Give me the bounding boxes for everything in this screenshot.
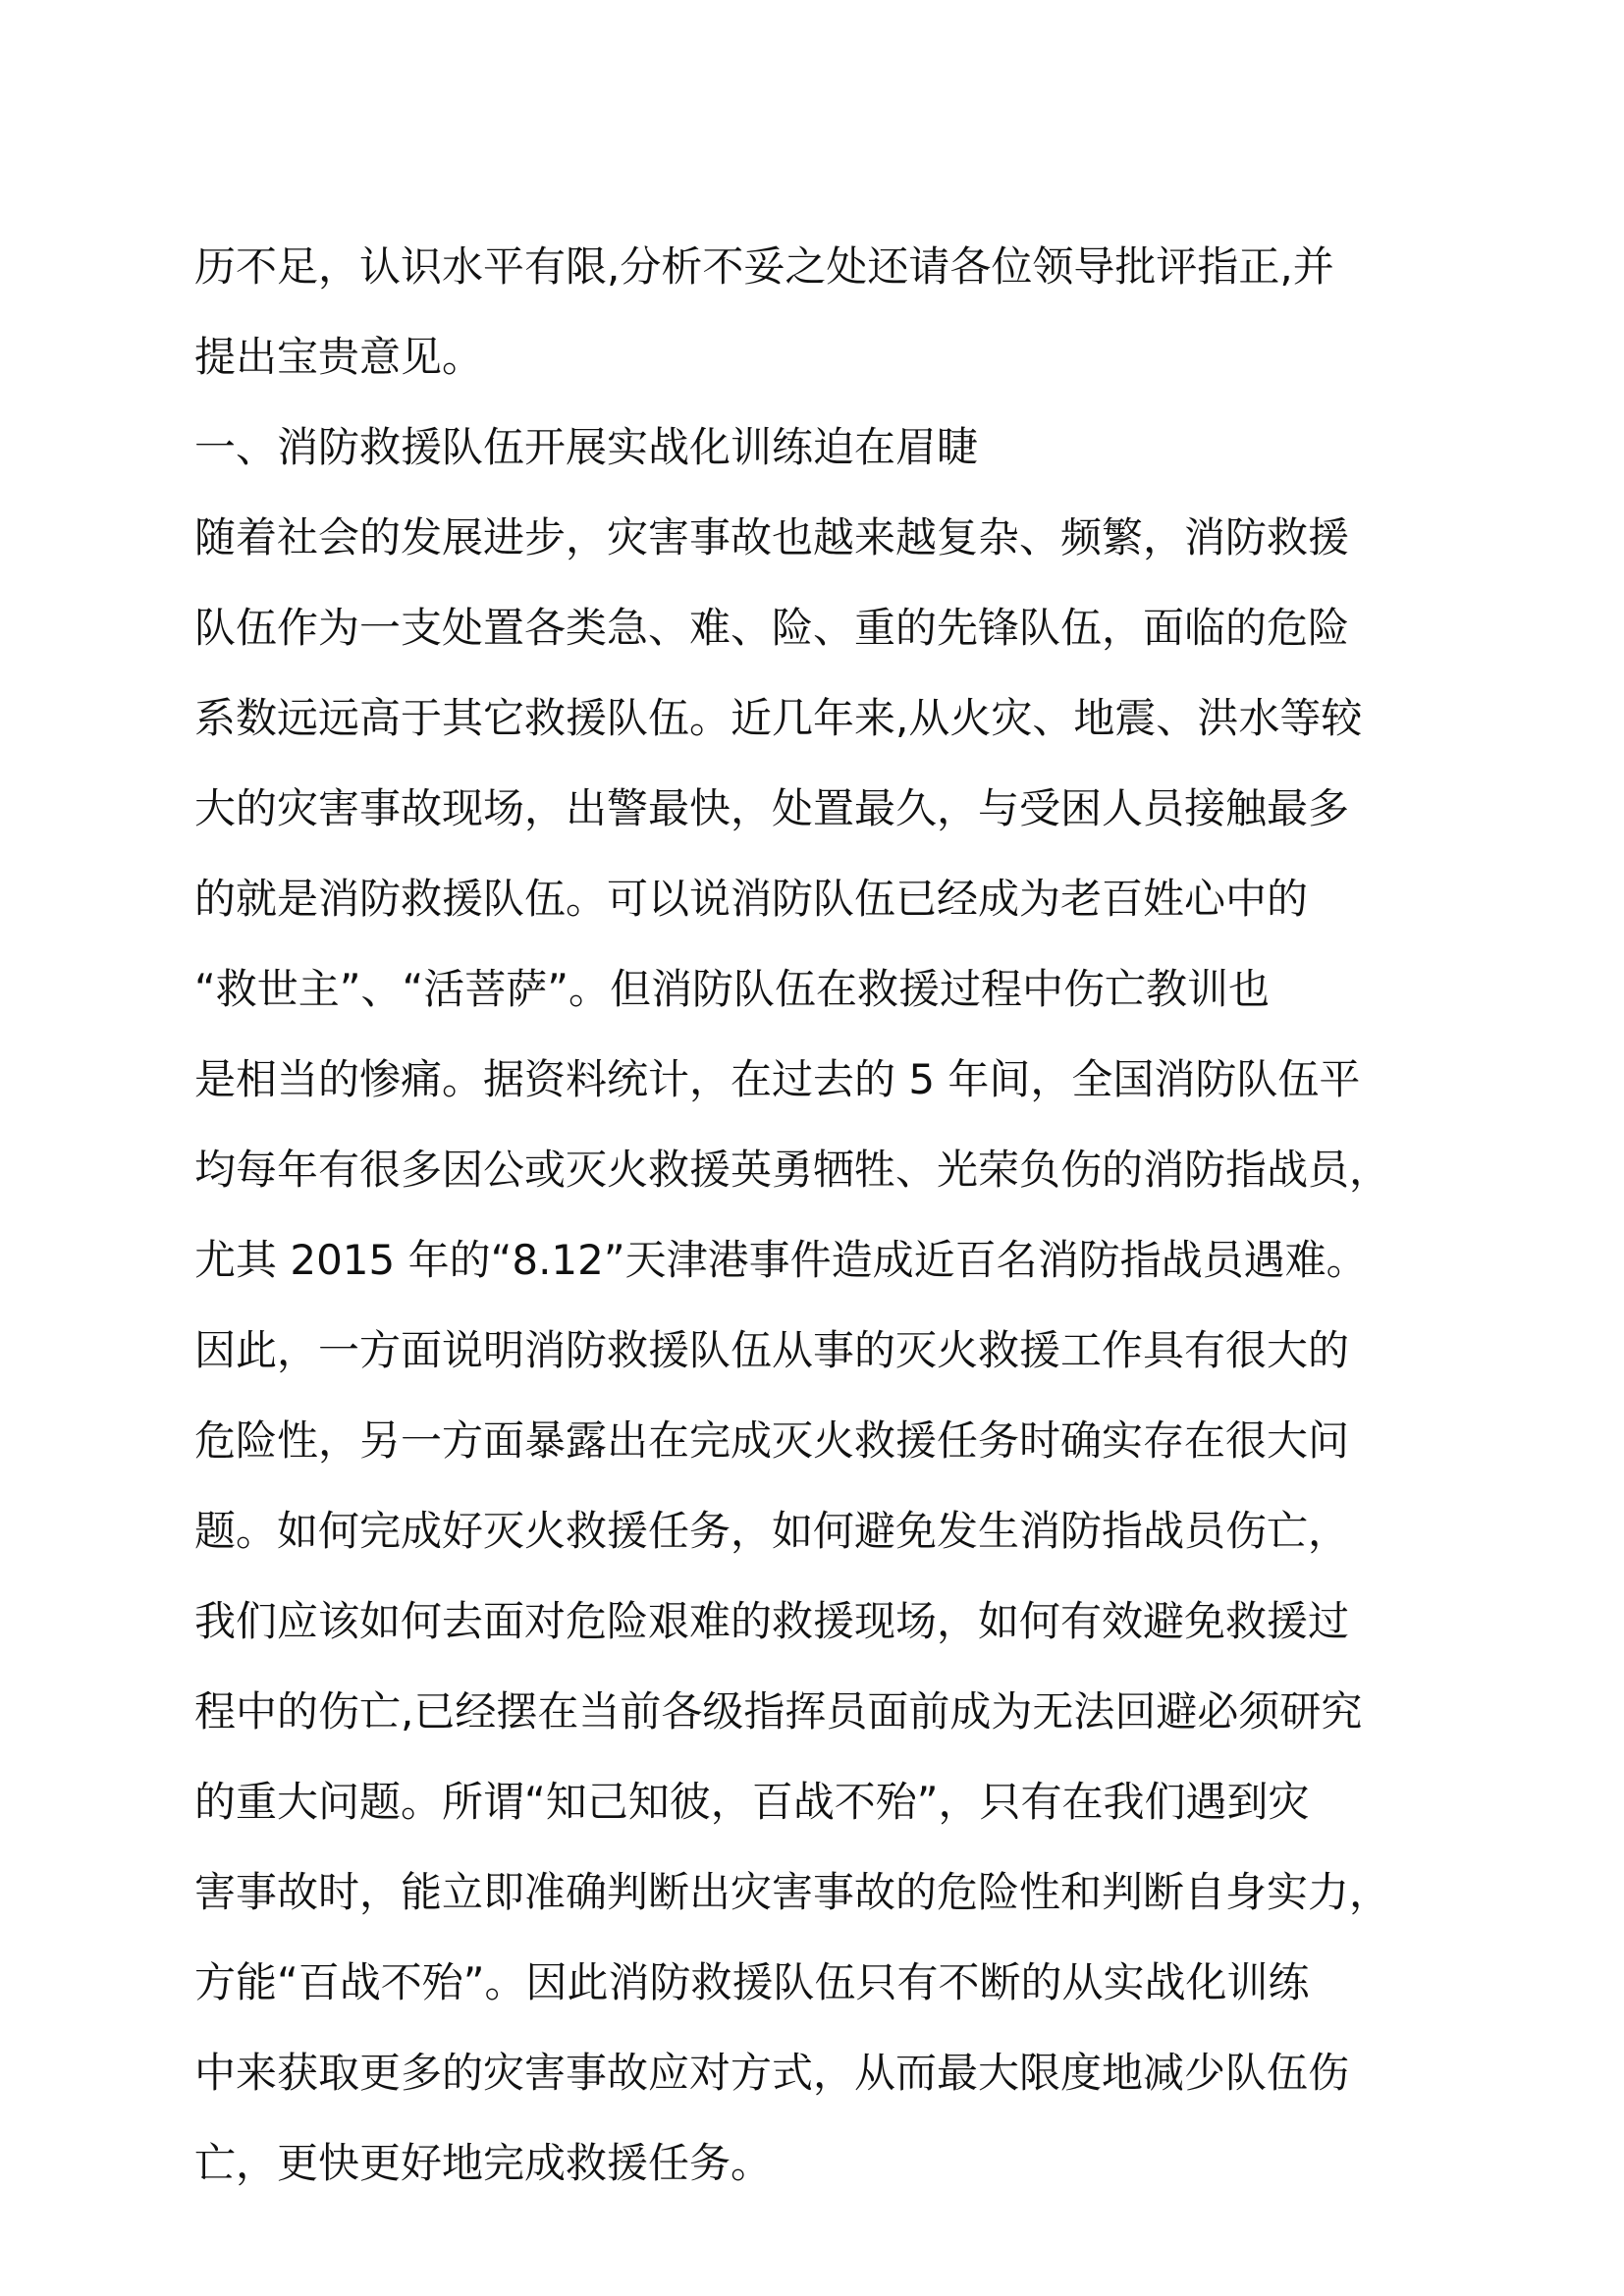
- text-line: 随着社会的发展进步，灾害事故也越来越复杂、频繁，消防救援: [194, 513, 1350, 561]
- text-line: 的重大问题。所谓“知己知彼，百战不殆”，只有在我们遇到灾: [194, 1778, 1310, 1826]
- text-line: 均每年有很多因公或灭火救援英勇牺牲、光荣负伤的消防指战员，: [194, 1146, 1391, 1194]
- text-line: 题。如何完成好灭火救援任务，如何避免发生消防指战员伤亡，: [194, 1507, 1350, 1555]
- text-line: 害事故时，能立即准确判断出灾害事故的危险性和判断自身实力，: [194, 1868, 1391, 1916]
- text-line: 的就是消防救援队伍。可以说消防队伍已经成为老百姓心中的: [194, 875, 1309, 923]
- text-line: 因此，一方面说明消防救援队伍从事的灭火救援工作具有很大的: [194, 1326, 1350, 1374]
- text-line: 提出宝贵意见。: [194, 333, 484, 381]
- text-line: 大的灾害事故现场，出警最快，处置最久，与受困人员接触最多: [194, 784, 1350, 832]
- text-line: 中来获取更多的灾害事故应对方式，从而最大限度地减少队伍伤: [194, 2049, 1350, 2097]
- text-line: 系数远远高于其它救援队伍。近几年来,从火灾、地震、洪水等较: [194, 694, 1363, 742]
- text-line: “救世主”、“活菩萨”。但消防队伍在救援过程中伤亡教训也: [194, 965, 1271, 1013]
- text-line: 程中的伤亡,已经摆在当前各级指挥员面前成为无法回避必须研究: [194, 1687, 1363, 1735]
- text-line: 危险性，另一方面暴露出在完成灭火救援任务时确实存在很大问: [194, 1416, 1350, 1465]
- text-line: 队伍作为一支处置各类急、难、险、重的先锋队伍，面临的危险: [194, 604, 1350, 652]
- section-heading: 一、消防救援队伍开展实战化训练迫在眉睫: [194, 423, 979, 471]
- text-line: 历不足，认识水平有限,分析不妥之处还请各位领导批评指正,并: [194, 242, 1334, 291]
- text-line: 亡，更快更好地完成救援任务。: [194, 2139, 773, 2187]
- body-text: [194, 222, 1461, 2209]
- text-line: 我们应该如何去面对危险艰难的救援现场，如何有效避免救援过: [194, 1597, 1350, 1645]
- text-line: 方能“百战不殆”。因此消防救援队伍只有不断的从实战化训练: [194, 1958, 1310, 2006]
- text-line: 是相当的惨痛。据资料统计，在过去的 5 年间，全国消防队伍平: [194, 1055, 1361, 1103]
- text-line: 尤其 2015 年的“8.12”天津港事件造成近百名消防指战员遇难。: [194, 1236, 1368, 1284]
